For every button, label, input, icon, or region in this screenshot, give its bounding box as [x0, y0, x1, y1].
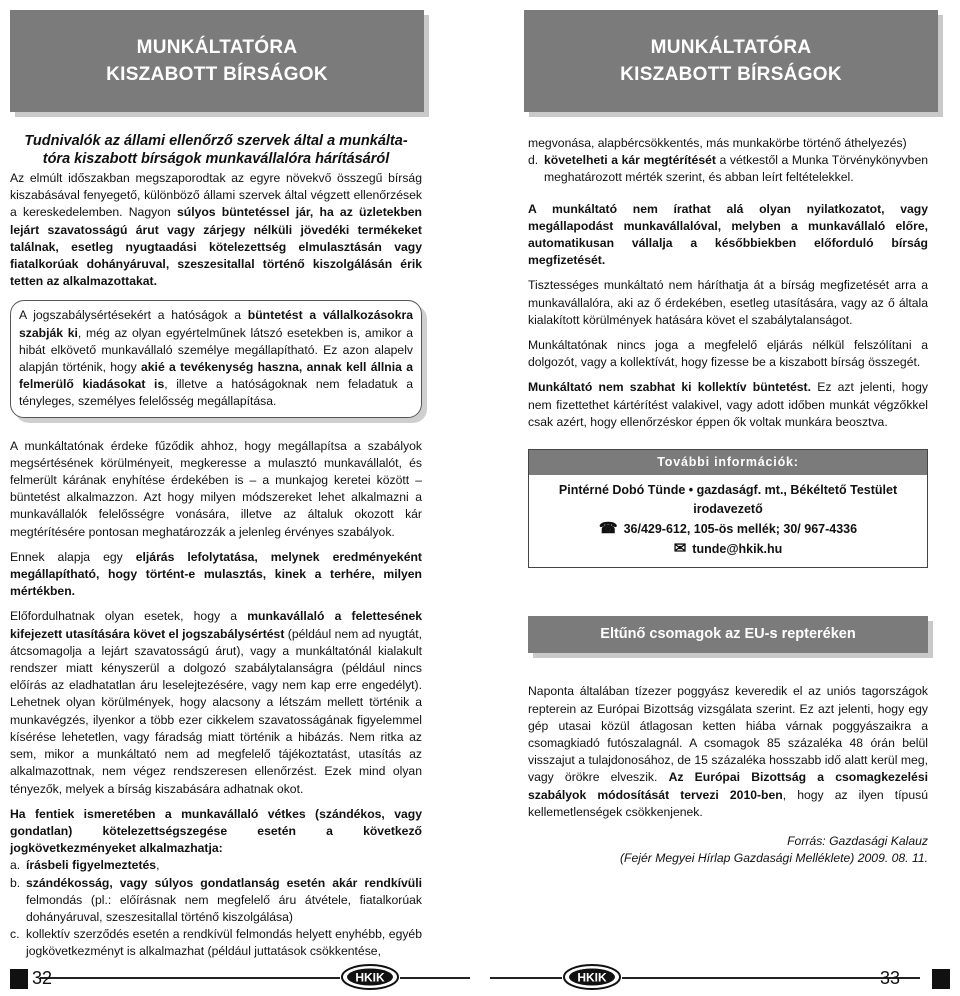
collective-paragraph: [528, 379, 928, 431]
collective-text: Ez azt jelenti, hogy nem fizettethet kártérítést valakivel, vagy adott időben munkát végzőkkel csak azért, hogy ellenőrzéskor éppen ők voltak munkára beosztva.: [528, 380, 928, 429]
contact-email: [533, 539, 923, 559]
paragraph-3-text-1: Előfordulhatnak olyan esetek, hogy a: [10, 609, 248, 624]
intro-text: Az elmúlt időszakban megszaporodtak az egyre növekvő összegű bírság kiszabásával fenyegető, különböző állami szervek által végzett ellenőrzések a kereskedelemben. Nagyon: [10, 171, 422, 220]
list-label: a.: [10, 858, 21, 873]
continued-line: megvonása, alapbércsökkentés, más munkakörbe történő áthelyezés): [528, 136, 907, 150]
mail-icon: ✉: [673, 540, 687, 558]
left-footer: [10, 963, 470, 993]
source-line-2: (Fejér Megyei Hírlap Gazdasági Melléklete) 2009. 08. 11.: [620, 851, 928, 866]
paragraph-2: [10, 549, 422, 601]
left-header-banner: [10, 10, 424, 112]
list-label: b.: [10, 875, 21, 890]
source-line-1: Forrás: Gazdasági Kalauz: [787, 834, 928, 849]
header-line-2: KISZABOTT BÍRSÁGOK: [620, 64, 842, 85]
paragraph-3-text-2: (például nem ad nyugtát, átcsomagolja a lejárt szavatosságú árut), vagy a munkáltatónál kialakult rendszer miatt kényszerül a dolgozó szabálytalanságra (például nincs előírás az eladhatatlan áru leselejtezésére, vagy nem kap erre engedélyt). Lehetnek olyan körülmények, hogy alacsony a létszám mellett történik a munkavégzés, ilyenkor a több ezer cikkelem szavatosságának figyelemmel kísérése lehetetlen, vagy fáradság miatt történik a hibázás. Nem ritka az sem, mikor a munkáltató nem ad megfelelő tájékoztatást, utasítás az alkalmazottnak, nem végez rendszeresen ellenőrzést. Ezek mind olyan tényezők, melyek a bírság kiszabására adhatnak okot.: [10, 626, 422, 796]
intro-bold-text: súlyos büntetéssel jár, ha az üzletekben lejárt szavatosságú árut vagy zárjegy nélküli jövedéki termékeket találnak, esetleg nyugtaadási kötelezettség elmulasztásán vagy fiatalkorúak dohányáruval, szeszesitallal történő kiszolgálásán érik tetten az alkalmazottakat.: [10, 205, 422, 289]
contact-phone: [533, 519, 923, 539]
source-citation: [528, 833, 928, 867]
hkik-logo: [562, 963, 622, 991]
list-bold: szándékosság, vagy súlyos gondatlanság esetén akár rendkívüli: [26, 875, 422, 890]
list-text: kollektív szerződés esetén a rendkívül felmondás helyett enyhébb, egyéb jogkövetkezményt is alkalmazhat (például juttatások csökkentése,: [26, 927, 422, 959]
paragraph-3: [10, 608, 422, 797]
right-header-banner: [524, 10, 938, 112]
list-item: [528, 152, 928, 186]
collective-bold: Munkáltató nem szabhat ki kollektív büntetést.: [528, 380, 811, 395]
phone-text: 36/429-612, 105-ös mellék; 30/ 967-4336: [623, 522, 858, 537]
title-line-2: tóra kiszabott bírságok munkavállalóra hárításáról: [42, 151, 390, 167]
no-declaration-paragraph: [528, 201, 928, 270]
list-label: c.: [10, 927, 20, 942]
email-text[interactable]: tunde@hkik.hu: [692, 542, 783, 557]
eu-text-2: , hogy az ilyen típusú kellemetlenségek csökkenjenek.: [528, 787, 928, 819]
svg-text:HKIK: HKIK: [577, 970, 607, 985]
right-page: [480, 0, 960, 996]
right-footer: [490, 963, 950, 993]
footer-marker: [10, 969, 28, 989]
fair-employer-paragraph: Tisztességes munkáltató nem háríthatja át a bírság megfizetését arra a munkavállalóra, aki az ő érdekében, esetleg utasítására, vagy az ő általa kialakított körülmények hatására követ el szabálytalanságot.: [528, 278, 928, 327]
callout-box: [10, 300, 422, 417]
title-line-1: Tudnivalók az állami ellenőrző szervek által a munkálta-: [24, 133, 408, 149]
info-body: [529, 475, 927, 567]
callout-text-2: , még az olyan egyértelműnek látszó esetekben is, amikor a hibát elkövető munkavállaló személye megállapítható. Ez azon alapelv alapján történik, hogy: [19, 325, 413, 375]
paragraph-3-bold: munkavállaló a felettesének kifejezett utasítására követ el jogszabálysértést: [10, 609, 422, 641]
header-line-2: KISZABOTT BÍRSÁGOK: [106, 64, 328, 85]
section-title-bar: Eltűnő csomagok az EU-s repteréken: [528, 616, 928, 653]
list-text: felmondás (pl.: előírásnak nem megfelelő áru átvétele, fiatalkorúak dohányáruval, szeszesitallal történő kiszolgálása): [26, 892, 422, 924]
footer-rule: [40, 977, 470, 979]
callout-bold-2: akié a tevékenység haszna, annak kell állnia a felmerülő kiadásokat is: [19, 360, 413, 392]
intro-paragraph: [10, 170, 422, 290]
svg-text:HKIK: HKIK: [355, 970, 385, 985]
eu-text-1: Naponta általában tízezer poggyász keveredik el az uniós tagországok repterein az Európai Bizottság vizsgálata szerint. Ez azt jelenti, hogy egy gép utasai közül átlagosan ketten hiába várnak poggyászaikra a csomagkiadó futószalagnál. A csomagok 85 százaléka 48 órán belül visszajut a tulajdonosához, de 15 százaléka hosszabb idő alatt kerül meg, vagy örökre elveszik.: [528, 684, 928, 785]
list-label: d.: [528, 153, 539, 168]
consequence-list: [10, 857, 422, 960]
list-item: [10, 875, 422, 927]
list-bold: követelheti a kár megtérítését: [544, 153, 716, 168]
info-box: [528, 449, 928, 568]
article-title: [10, 132, 422, 168]
paragraph-1: A munkáltatónak érdeke fűződik ahhoz, hogy megállapítsa a szabályok megsértésének körülményeit, megkeresse a mulasztó munkavállalót, és felmerült kárának enyhítése érdekében is – a munkajog keretei között – büntetést alkalmazzon. Azt hogy milyen módszereket lehet alkalmazni a munkavállalók felelősségre vonására, illetve az általuk okozott kár megtérítésére pontosan meghatározzák a jelenleg érvényes szabályok.: [10, 438, 422, 539]
list-text: a vétkestől a Munka Törvénykönyvben meghatározott mérték szerint, és abban leírt feltételekkel.: [544, 153, 928, 185]
eu-bold: Az Európai Bizottság a csomagkezelési szabályok módosítását tervezi 2010-ben: [528, 770, 929, 802]
hkik-logo: [340, 963, 400, 991]
header-line-1: MUNKÁLTATÓRA: [136, 37, 298, 58]
list-bold: írásbeli figyelmeztetés: [26, 858, 157, 873]
footer-marker: [932, 969, 950, 989]
callout-bold-1: büntetést a vállalkozásokra szabják ki: [19, 308, 413, 340]
paragraph-2-bold: eljárás lefolytatása, melynek eredményeként megállapítható, hogy történt-e mulasztás, kinek a terhére, milyen mértékben.: [10, 549, 422, 599]
info-heading: További információk:: [529, 450, 927, 475]
callout-text-3: , illetve a hatóságoknak nem feladatuk a tényleges, személyes felelősség megállapítása.: [19, 377, 414, 409]
header-line-1: MUNKÁLTATÓRA: [650, 37, 812, 58]
paragraph-2-text: Ennek alapja egy: [10, 549, 136, 564]
no-declaration-bold: A munkáltató nem írathat alá olyan nyilatkozatot, vagy megállapodást munkavállalóval, melyben a munkavállaló előre, automatikusan vállalja a későbbiekben előforduló bírság megfizetését.: [528, 201, 928, 268]
page-number: 33: [879, 968, 900, 988]
no-right-paragraph: Munkáltatónak nincs joga a megfelelő eljárás nélkül felszólítani a dolgozót, vagy a kollektívát, hogy fizesse be a kiszabott bírság összegét.: [528, 338, 928, 370]
contact-name: Pintérné Dobó Tünde • gazdaságf. mt., Békéltető Testület irodavezető: [558, 483, 898, 517]
paragraph-4: [10, 806, 422, 858]
consequence-list-cont: [528, 152, 928, 186]
list-text: ,: [156, 858, 160, 873]
page-number: 32: [32, 968, 53, 988]
paragraph-4-bold: Ha fentiek ismeretében a munkavállaló vétkes (szándékos, vagy gondatlan) kötelezettségszegése esetén a következő jogkövetkezményeket alkalmazhatja:: [10, 806, 422, 856]
list-item: [10, 857, 422, 874]
callout-text-1: A jogszabálysértésekért a hatóságok a: [19, 308, 248, 323]
footer-rule: [490, 977, 920, 979]
right-column: [528, 135, 928, 867]
list-item: [10, 926, 422, 960]
phone-icon: ☎: [598, 520, 618, 538]
eu-paragraph: [528, 683, 928, 821]
left-column: [10, 132, 422, 961]
